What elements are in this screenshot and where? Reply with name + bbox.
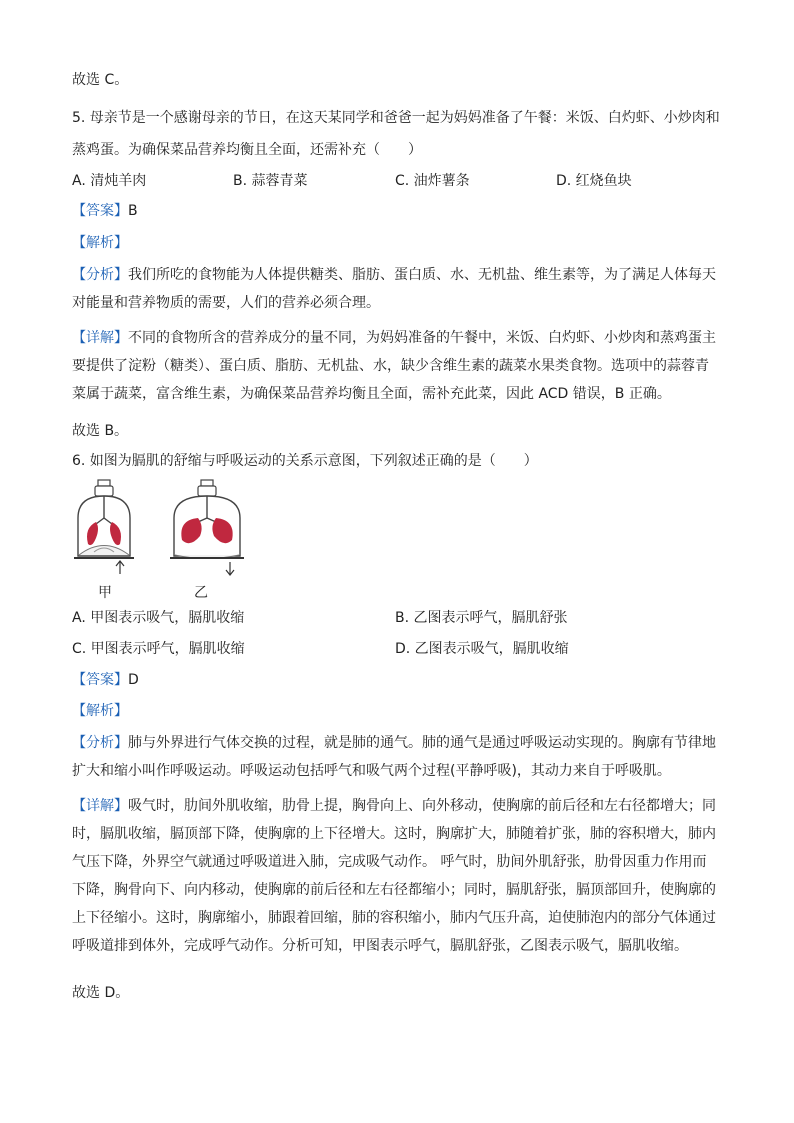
q6-xiangjie-line: 吸气时，肋间外肌收缩，肋骨上提，胸骨向上、向外移动，使胸廓的前后径和左右径都增大；同 bbox=[128, 798, 716, 814]
q5-xiangjie-tag: 【详解】 bbox=[72, 330, 128, 346]
q6-fenxi-line: 肺与外界进行气体交换的过程，就是肺的通气。肺的通气是通过呼吸运动实现的。胸廓有节律地 bbox=[128, 735, 716, 751]
q6-xiangjie-line: 呼吸道排到体外，完成呼气动作。分析可知，甲图表示呼气，膈肌舒张，乙图表示吸气，膈肌收缩。 bbox=[72, 938, 688, 954]
q5-option-d: D. 红烧鱼块 bbox=[556, 173, 632, 189]
q5-stem-line2: 蒸鸡蛋。为确保菜品营养均衡且全面，还需补充（ ） bbox=[72, 142, 422, 158]
q5-conclusion: 故选 B。 bbox=[72, 423, 129, 439]
q6-analysis-tag: 【解析】 bbox=[72, 703, 128, 719]
q5-option-c: C. 油炸薯条 bbox=[395, 173, 470, 189]
q5-stem-line1: 5. 母亲节是一个感谢母亲的节日，在这天某同学和爸爸一起为妈妈准备了午餐：米饭、白灼虾、小炒肉和 bbox=[72, 110, 720, 126]
q6-answer-tag: 【答案】 bbox=[72, 672, 128, 688]
model-yi bbox=[170, 480, 244, 575]
q6-xiangjie-line: 上下径缩小。这时，胸廓缩小，肺跟着回缩，肺的容积缩小，肺内气压升高，迫使肺泡内的部分气体通过 bbox=[72, 910, 716, 926]
q6-fenxi-line: 扩大和缩小叫作呼吸运动。呼吸运动包括呼气和吸气两个过程(平静呼吸)，其动力来自于呼吸肌。 bbox=[72, 763, 671, 779]
q6-option-a: A. 甲图表示吸气，膈肌收缩 bbox=[72, 610, 245, 626]
q6-xiangjie-line: 气压下降，外界空气就通过呼吸道进入肺，完成吸气动作。 呼气时，肋间外肌舒张，肋骨因重力作用而 bbox=[72, 854, 707, 870]
q6-option-d: D. 乙图表示吸气，膈肌收缩 bbox=[395, 641, 569, 657]
q6-option-c: C. 甲图表示呼气，膈肌收缩 bbox=[72, 641, 245, 657]
q5-analysis-tag: 【解析】 bbox=[72, 235, 128, 251]
q6-xiangjie-line: 下降，胸骨向下、向内移动，使胸廓的前后径和左右径都缩小；同时，膈肌舒张，膈顶部回升，使胸廓的 bbox=[72, 882, 716, 898]
q5-fenxi-tag: 【分析】 bbox=[72, 267, 128, 283]
q6-option-b: B. 乙图表示呼气，膈肌舒张 bbox=[395, 610, 568, 626]
q6-xiangjie-line: 时，膈肌收缩，膈顶部下降，使胸廓的上下径增大。这时，胸廓扩大，肺随着扩张，肺的容积增大，肺内 bbox=[72, 826, 716, 842]
q6-answer bbox=[72, 671, 139, 689]
q5-xiangjie-line: 不同的食物所含的营养成分的量不同，为妈妈准备的午餐中，米饭、白灼虾、小炒肉和蒸鸡蛋主 bbox=[128, 330, 716, 346]
figure-label-yi: 乙 bbox=[194, 585, 208, 601]
q6-answer-value: D bbox=[128, 672, 139, 688]
q6-fenxi bbox=[72, 729, 722, 785]
q6-xiangjie bbox=[72, 792, 722, 960]
model-jia bbox=[74, 480, 134, 574]
q5-option-b: B. 蒜蓉青菜 bbox=[233, 173, 308, 189]
q5-fenxi-line: 对能量和营养物质的需要，人们的营养必须合理。 bbox=[72, 295, 380, 311]
q5-fenxi bbox=[72, 261, 722, 317]
q5-xiangjie-line: 要提供了淀粉（糖类）、蛋白质、脂肪、无机盐、水，缺少含维生素的蔬菜水果类食物。选项中的蒜蓉青 bbox=[72, 358, 709, 374]
q5-answer-tag: 【答案】 bbox=[72, 203, 128, 219]
q6-fenxi-tag: 【分析】 bbox=[72, 735, 128, 751]
q5-xiangjie bbox=[72, 324, 722, 408]
q5-option-a: A. 清炖羊肉 bbox=[72, 173, 147, 189]
q5-xiangjie-line: 菜属于蔬菜，富含维生素，为确保菜品营养均衡且全面，需补充此菜，因此 ACD 错误，B 正确。 bbox=[72, 386, 671, 402]
q5-fenxi-line: 我们所吃的食物能为人体提供糖类、脂肪、蛋白质、水、无机盐、维生素等，为了满足人体每天 bbox=[128, 267, 716, 283]
q5-answer bbox=[72, 202, 138, 220]
q6-stem: 6. 如图为膈肌的舒缩与呼吸运动的关系示意图，下列叙述正确的是（ ） bbox=[72, 453, 538, 469]
q5-answer-value: B bbox=[128, 203, 138, 219]
diaphragm-breathing-diagram bbox=[70, 478, 260, 602]
figure-label-jia: 甲 bbox=[98, 585, 112, 601]
q6-conclusion: 故选 D。 bbox=[72, 985, 130, 1001]
previous-conclusion: 故选 C。 bbox=[72, 72, 129, 88]
q6-xiangjie-tag: 【详解】 bbox=[72, 798, 128, 814]
